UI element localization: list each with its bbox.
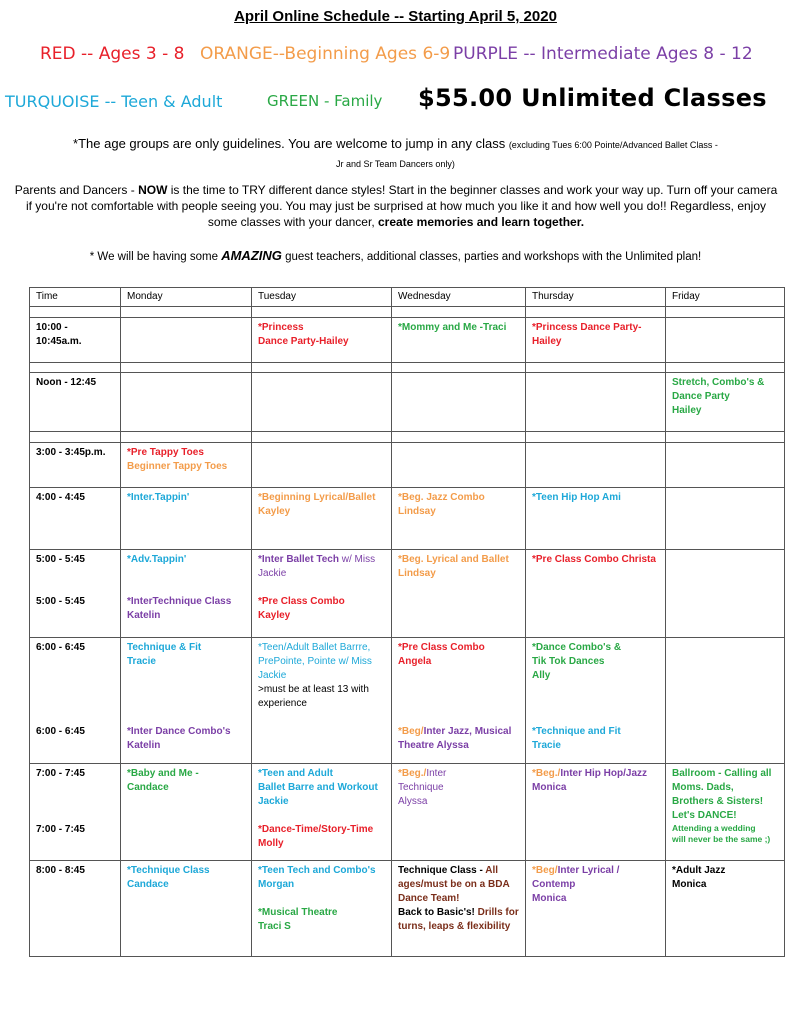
- class-description: Drills for turns, leaps & flexibility: [398, 906, 519, 932]
- table-row: [30, 372, 785, 431]
- class-level: *Beg./: [532, 768, 561, 780]
- monday-cell: [121, 764, 252, 860]
- class-entry: *Teen Tech and Combo's Morgan: [258, 864, 376, 890]
- time-label: 5:00 - 5:45: [36, 554, 85, 566]
- class-entry: [398, 906, 519, 934]
- friday-cell: [666, 860, 785, 956]
- table-row: [30, 860, 785, 956]
- spacer-row: [30, 362, 785, 372]
- age-group-green: GREEN - Family: [267, 92, 383, 110]
- time-cell: [30, 638, 121, 764]
- class-teacher: w/ Miss Jackie: [258, 554, 376, 580]
- age-group-orange: ORANGE--Beginning Ages 6-9: [200, 44, 451, 64]
- monday-cell: [121, 442, 252, 487]
- friday-cell: [666, 317, 785, 362]
- class-entry: [532, 864, 659, 906]
- tuesday-cell: [252, 638, 392, 764]
- time-label: 5:00 - 5:45: [36, 596, 85, 608]
- class-entry: *Musical Theatre Traci S: [258, 906, 338, 932]
- parents-text-2: is the time to TRY different dance styles! Start in the beginner classes and work your way up. Turn off your camera if you're not comfortable with people seeing you. You may just be surprised at how much you like it and how well you do!! Regardless, enjoy some classes with your dancer,: [25, 183, 778, 229]
- friday-cell: [666, 442, 785, 487]
- class-entry: *Dance-Time/Story-Time Molly: [258, 824, 374, 850]
- class-entry: *Beg. Jazz Combo Lindsay: [398, 491, 485, 517]
- note-main: *The age groups are only guidelines. You are welcome to jump in any class: [73, 136, 509, 151]
- class-entry: [398, 725, 519, 753]
- class-entry: Technique & Fit Tracie: [127, 642, 202, 668]
- thursday-cell: [526, 317, 666, 362]
- class-entry: *Dance Combo's & Tik Tok Dances Ally: [532, 642, 622, 682]
- time-label: 7:00 - 7:45: [36, 824, 85, 836]
- class-level: *Beg./: [398, 768, 427, 780]
- class-entry: *InterTechnique Class Katelin: [127, 596, 232, 622]
- table-row: [30, 487, 785, 549]
- tuesday-cell: [252, 372, 392, 431]
- thursday-cell: [526, 638, 666, 764]
- tuesday-cell: [252, 487, 392, 549]
- class-entry: *Beginning Lyrical/Ballet Kayley: [258, 491, 376, 517]
- class-entry: *Adv.Tappin': [127, 554, 187, 566]
- class-entry: [258, 553, 385, 581]
- guest-amazing: AMAZING: [221, 248, 282, 263]
- class-entry: *Pre Class Combo Kayley: [258, 596, 345, 622]
- guest-text-2: guest teachers, additional classes, parties and workshops with the Unlimited plan!: [281, 251, 702, 263]
- class-title: Inter Jazz, Musical Theatre Alyssa: [398, 726, 512, 752]
- class-entry: *Adult Jazz Monica: [672, 864, 726, 890]
- monday-cell: [121, 638, 252, 764]
- header-row: [30, 288, 785, 307]
- thursday-cell: [526, 550, 666, 638]
- wednesday-cell: [392, 317, 526, 362]
- friday-cell: [666, 372, 785, 431]
- table-row: [30, 764, 785, 860]
- tuesday-cell: [252, 317, 392, 362]
- monday-cell: [121, 550, 252, 638]
- class-entry: Beginner Tappy Toes: [127, 460, 228, 472]
- class-title: *Inter Ballet Tech: [258, 554, 342, 566]
- header-wednesday: Wednesday: [392, 288, 526, 307]
- class-entry: [532, 767, 659, 795]
- time-label: 7:00 - 7:45: [36, 768, 85, 780]
- time-cell: [30, 764, 121, 860]
- class-entry: *Inter Dance Combo's Katelin: [127, 726, 231, 752]
- wednesday-cell: [392, 764, 526, 860]
- class-entry: *Teen Hip Hop Ami: [532, 491, 621, 503]
- class-tagline: Attending a wedding will never be the same ;): [672, 823, 771, 845]
- class-entry: [398, 767, 519, 809]
- friday-cell: [666, 487, 785, 549]
- table-row: [30, 638, 785, 764]
- class-title: Technique Class -: [398, 864, 486, 876]
- time-cell: [30, 487, 121, 549]
- class-entry: *Technique and Fit Tracie: [532, 726, 621, 752]
- thursday-cell: [526, 442, 666, 487]
- class-entry: *Princess Dance Party- Hailey: [532, 321, 642, 347]
- class-entry: [398, 864, 519, 906]
- time-label: Noon - 12:45: [36, 376, 97, 388]
- time-label: 8:00 - 8:45: [36, 864, 85, 876]
- class-requirement: >must be at least 13 with experience: [258, 684, 369, 710]
- class-entry: *Technique Class Candace: [127, 864, 210, 890]
- wednesday-cell: [392, 860, 526, 956]
- header-time: Time: [30, 288, 121, 307]
- page-title: April Online Schedule -- Starting April 5, 2020: [234, 8, 557, 25]
- note-exclusion-cont: Jr and Sr Team Dancers only): [336, 159, 455, 169]
- time-cell: [30, 317, 121, 362]
- time-label: 10:00 - 10:45a.m.: [36, 321, 82, 347]
- monday-cell: [121, 860, 252, 956]
- age-group-purple: PURPLE -- Intermediate Ages 8 - 12: [453, 44, 753, 64]
- class-requirement: All ages/must be on a BDA Dance Team!: [398, 864, 510, 904]
- class-title: Inter Hip Hop/Jazz Monica: [532, 768, 648, 794]
- thursday-cell: [526, 860, 666, 956]
- thursday-cell: [526, 764, 666, 860]
- monday-cell: [121, 372, 252, 431]
- header-tuesday: Tuesday: [252, 288, 392, 307]
- parents-message: [12, 182, 780, 230]
- class-entry: *Inter.Tappin': [127, 491, 190, 503]
- class-title: Inter Lyrical / Contemp Monica: [532, 864, 620, 904]
- time-label: 6:00 - 6:45: [36, 726, 85, 738]
- friday-cell: [666, 638, 785, 764]
- class-entry: *Pre Class Combo Christa: [532, 554, 656, 566]
- age-guideline-note: [0, 135, 791, 173]
- age-group-turquoise: TURQUOISE -- Teen & Adult: [5, 92, 223, 111]
- wednesday-cell: [392, 442, 526, 487]
- table-row: [30, 550, 785, 638]
- class-level: *Beg/: [532, 864, 558, 876]
- guest-teachers-note: [0, 248, 791, 263]
- table-row: [30, 317, 785, 362]
- class-entry: *Princess Dance Party-Hailey: [258, 321, 349, 347]
- class-title: Inter Technique Alyssa: [398, 768, 447, 808]
- parents-text-1: Parents and Dancers -: [14, 183, 139, 197]
- schedule-table: [29, 287, 785, 957]
- class-entry: *Beg. Lyrical and Ballet Lindsay: [398, 554, 509, 580]
- time-cell: [30, 860, 121, 956]
- spacer-row: [30, 307, 785, 317]
- tuesday-cell: [252, 860, 392, 956]
- monday-cell: [121, 487, 252, 549]
- class-entry: *Mommy and Me -Traci: [398, 321, 507, 333]
- header-monday: Monday: [121, 288, 252, 307]
- time-label: 4:00 - 4:45: [36, 491, 85, 503]
- age-group-red: RED -- Ages 3 - 8: [40, 44, 185, 64]
- table-row: [30, 442, 785, 487]
- price-banner: $55.00 Unlimited Classes: [418, 84, 767, 112]
- class-title: Back to Basic's!: [398, 906, 478, 918]
- friday-cell: [666, 764, 785, 860]
- class-entry: *Teen and Adult Ballet Barre and Workout Jackie: [258, 768, 378, 808]
- thursday-cell: [526, 372, 666, 431]
- tuesday-cell: [252, 764, 392, 860]
- parents-now: NOW: [138, 183, 168, 197]
- header-friday: Friday: [666, 288, 785, 307]
- friday-cell: [666, 550, 785, 638]
- note-exclusion: (excluding Tues 6:00 Pointe/Advanced Ballet Class -: [508, 140, 718, 150]
- class-entry: *Baby and Me - Candace: [127, 768, 199, 794]
- class-level: *Beg/: [398, 726, 424, 738]
- wednesday-cell: [392, 550, 526, 638]
- tuesday-cell: [252, 550, 392, 638]
- class-entry: Stretch, Combo's & Dance Party Hailey: [672, 376, 765, 416]
- time-cell: [30, 372, 121, 431]
- class-entry: *Pre Tappy Toes: [127, 446, 204, 458]
- time-label: 3:00 - 3:45p.m.: [36, 446, 106, 458]
- monday-cell: [121, 317, 252, 362]
- parents-memories: create memories and learn together.: [377, 215, 585, 229]
- time-label: 6:00 - 6:45: [36, 642, 85, 654]
- class-entry: *Teen/Adult Ballet Barrre, PrePointe, Pointe w/ Miss Jackie: [258, 642, 372, 682]
- class-entry: *Pre Class Combo Angela: [398, 642, 485, 668]
- class-entry: Ballroom - Calling all Moms. Dads, Brothers & Sisters! Let's DANCE!: [672, 768, 772, 822]
- time-cell: [30, 442, 121, 487]
- wednesday-cell: [392, 638, 526, 764]
- wednesday-cell: [392, 487, 526, 549]
- spacer-row: [30, 432, 785, 442]
- header-thursday: Thursday: [526, 288, 666, 307]
- tuesday-cell: [252, 442, 392, 487]
- guest-text-1: * We will be having some: [89, 251, 222, 263]
- thursday-cell: [526, 487, 666, 549]
- time-cell: [30, 550, 121, 638]
- wednesday-cell: [392, 372, 526, 431]
